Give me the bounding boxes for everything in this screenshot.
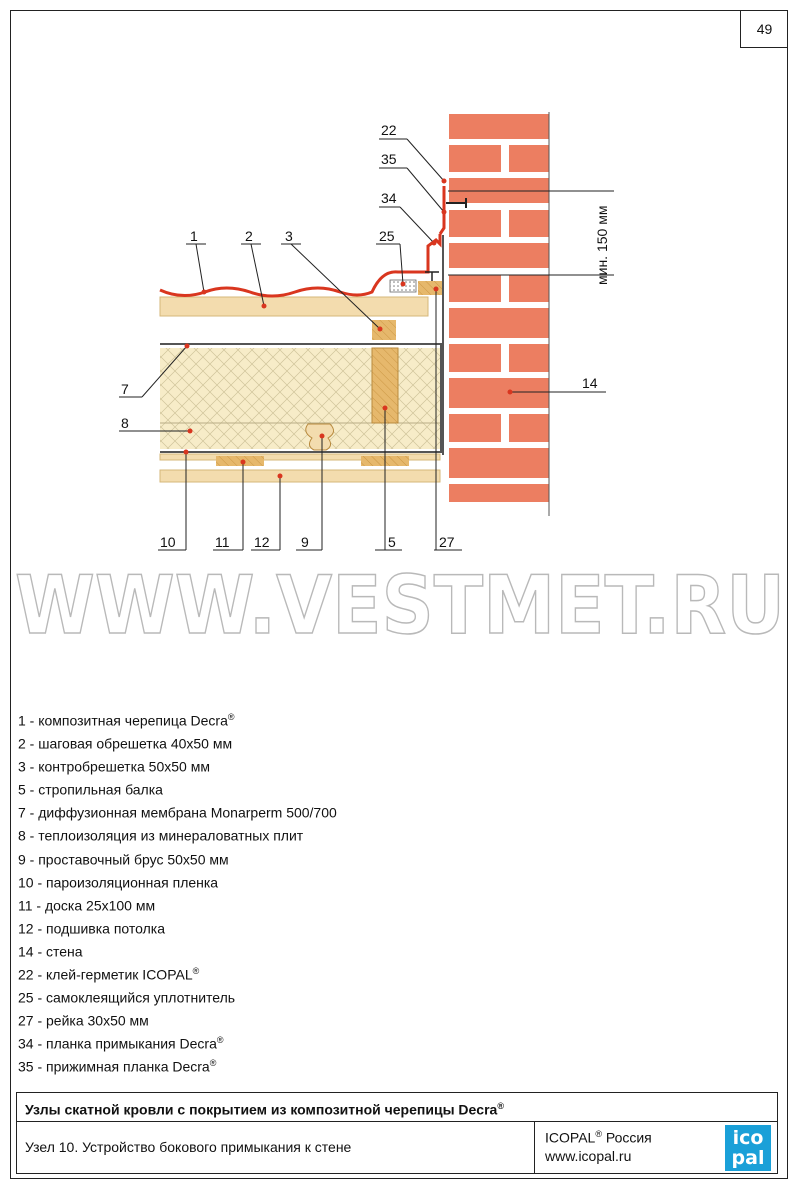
company-info — [537, 1123, 725, 1167]
legend-item: 9 - проставочный брус 50х50 мм — [18, 851, 229, 868]
callout-27: 27 — [439, 534, 455, 550]
legend — [18, 706, 337, 1076]
legend-item: 25 - самоклеящийся уплотнитель — [18, 989, 236, 1006]
roof-tile — [160, 186, 444, 296]
company-name: ICOPAL® Россия — [545, 1129, 652, 1146]
node-title: Узел 10. Устройство бокового примыкания к стене — [17, 1121, 535, 1173]
legend-item: 12 - подшивка потолка — [18, 920, 166, 937]
legend-item: 27 - рейка 30х50 мм — [18, 1012, 149, 1029]
series-title: Узлы скатной кровли с покрытием из композитной черепицы Decra® — [17, 1093, 777, 1122]
callout-12: 12 — [254, 534, 270, 550]
dimension-label: мин. 150 мм — [594, 205, 610, 285]
legend-item: 14 - стена — [18, 943, 83, 960]
callout-5: 5 — [388, 534, 396, 550]
callout-2: 2 — [245, 228, 253, 244]
callout-11: 11 — [215, 534, 230, 550]
callout-35: 35 — [381, 151, 397, 167]
icopal-logo: ico pal — [725, 1125, 771, 1171]
company-website: www.icopal.ru — [545, 1148, 632, 1164]
watermark: WWW.VESTMET.RU — [15, 559, 785, 652]
spacer-bar — [306, 424, 334, 450]
legend-item: 1 - композитная черепица Decra® — [18, 712, 235, 729]
callout-7: 7 — [121, 381, 129, 397]
callout-1: 1 — [190, 228, 198, 244]
callout-3: 3 — [285, 228, 293, 244]
legend-item: 2 - шаговая обрешетка 40х50 мм — [18, 735, 233, 752]
title-block — [16, 1092, 778, 1174]
brick-wall — [443, 112, 549, 516]
legend-item: 3 - контробрешетка 50х50 мм — [18, 758, 210, 775]
callout-10: 10 — [160, 534, 176, 550]
legend-item: 11 - доска 25х100 мм — [18, 897, 156, 914]
callout-34: 34 — [381, 190, 397, 206]
callout-25: 25 — [379, 228, 395, 244]
callout-22: 22 — [381, 122, 397, 138]
legend-item: 5 - стропильная балка — [18, 781, 163, 798]
page-number: 49 — [740, 10, 788, 48]
legend-item: 8 - теплоизоляция из минераловатных плит — [18, 828, 304, 845]
legend-item: 22 - клей-герметик ICOPAL® — [18, 966, 200, 983]
callout-9: 9 — [301, 534, 309, 550]
callout-8: 8 — [121, 415, 129, 431]
legend-item: 10 - пароизоляционная пленка — [18, 874, 219, 891]
callout-14: 14 — [582, 375, 598, 391]
legend-item: 7 - диффузионная мембрана Monarperm 500/700 — [18, 805, 337, 822]
legend-item: 34 - планка примыкания Decra® — [18, 1035, 224, 1052]
insulation — [160, 348, 442, 449]
legend-item: 35 - прижимная планка Decra® — [18, 1058, 217, 1076]
